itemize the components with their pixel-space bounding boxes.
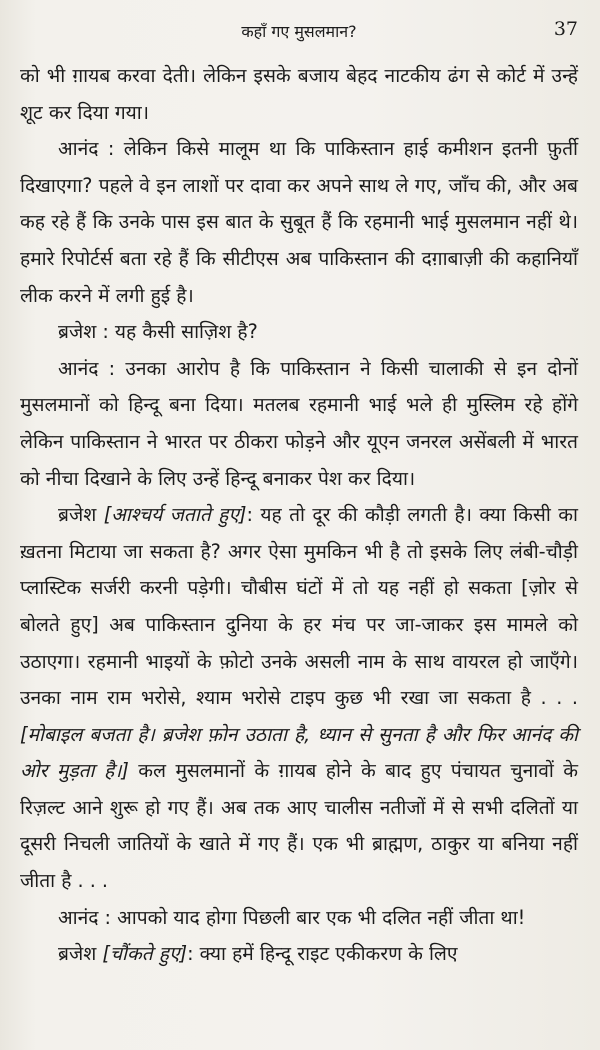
dialogue-paragraph — [20, 314, 578, 351]
dialogue-paragraph — [20, 131, 578, 314]
dialogue-text: : क्या हमें हिन्दू राइट एकीकरण के लिए — [187, 942, 458, 966]
dialogue-paragraph — [20, 936, 578, 973]
speaker-name: आनंद : — [58, 137, 115, 161]
speaker-name: ब्रजेश : — [58, 320, 109, 344]
dialogue-text: यह कैसी साज़िश है? — [108, 320, 258, 344]
speaker-name: ब्रजेश — [58, 503, 97, 527]
dialogue-paragraph — [20, 351, 578, 497]
dialogue-text: आपको याद होगा पिछली बार एक भी दलित नहीं जीता था! — [111, 905, 526, 929]
page-number: 37 — [553, 18, 578, 40]
speaker-name: आनंद : — [58, 905, 112, 929]
stage-direction: [आश्चर्य जताते हुए] — [103, 503, 247, 527]
speaker-name: ब्रजेश — [58, 942, 97, 966]
paragraph-continuation — [20, 58, 578, 131]
stage-direction: [मोबाइल बजता है। ब्रजेश फ़ोन उठाता है, ध्यान से सुनता है और फिर आनंद की ओर मुड़ता है।] — [20, 722, 578, 783]
dialogue-text: कल मुसलमानों के ग़ायब होने के बाद हुए पंचायत चुनावों के रिज़ल्ट आने शुरू हो गए हैं। अब तक आए चालीस नतीजों में से सभी दलितों या दूसरी निचली जातियों के खाते में गए हैं। एक भी ब्राह्मण, ठाकुर या बनिया नहीं जीता है . . . — [20, 759, 578, 893]
dialogue-text: लेकिन किसे मालूम था कि पाकिस्तान हाई कमीशन इतनी फ़ुर्ती दिखाएगा? पहले वे इन लाशों पर दावा कर अपने साथ ले गए, जाँच की, और अब कह रहे हैं कि उनके पास इस बात के सुबूत हैं कि रहमानी भाई मुसलमान नहीं थे। हमारे रिपोर्टर्स बता रहे हैं कि सीटीएस अब पाकिस्तान की दग़ाबाज़ी की कहानियाँ लीक करने में लगी हुई है। — [20, 137, 579, 307]
dialogue-paragraph — [20, 497, 578, 900]
page-header — [20, 18, 578, 58]
dialogue-text: उनका आरोप है कि पाकिस्तान ने किसी चालाकी से इन दोनों मुसलमानों को हिन्दू बना दिया। मतलब रहमानी भाई भले ही मुस्लिम रहे होंगे लेकिन पाकिस्तान ने भारत पर ठीकरा फोड़ने और यूएन जनरल असेंबली में भारत को नीचा दिखाने के लिए उन्हें हिन्दू बनाकर पेश कर दिया। — [20, 356, 578, 490]
paragraph-text: को भी ग़ायब करवा देती। लेकिन इसके बजाय बेहद नाटकीय ढंग से कोर्ट में उन्हें शूट कर दिया गया। — [20, 64, 578, 124]
running-title: कहाँ गए मुसलमान? — [241, 22, 357, 41]
body-text — [20, 58, 578, 973]
dialogue-text: : यह तो दूर की कौड़ी लगती है। क्या किसी का ख़तना मिटाया जा सकता है? अगर ऐसा मुमकिन भी है तो इसके लिए लंबी-चौड़ी प्लास्टिक सर्जरी करनी पड़ेगी। चौबीस घंटों में तो यह नहीं हो सकता [ज़ोर से बोलते हुए] अब पाकिस्तान दुनिया के हर मंच पर जा-जाकर इस मामले को उठाएगा। रहमानी भाइयों के फ़ोटो उनके असली नाम के साथ वायरल हो जाएँगे। उनका नाम राम भरोसे, श्याम भरोसे टाइप कुछ भी रखा जा सकता है . . . — [20, 503, 578, 710]
stage-direction: [चौंकते हुए] — [102, 942, 188, 966]
speaker-name: आनंद : — [58, 356, 116, 380]
dialogue-paragraph — [20, 900, 578, 937]
